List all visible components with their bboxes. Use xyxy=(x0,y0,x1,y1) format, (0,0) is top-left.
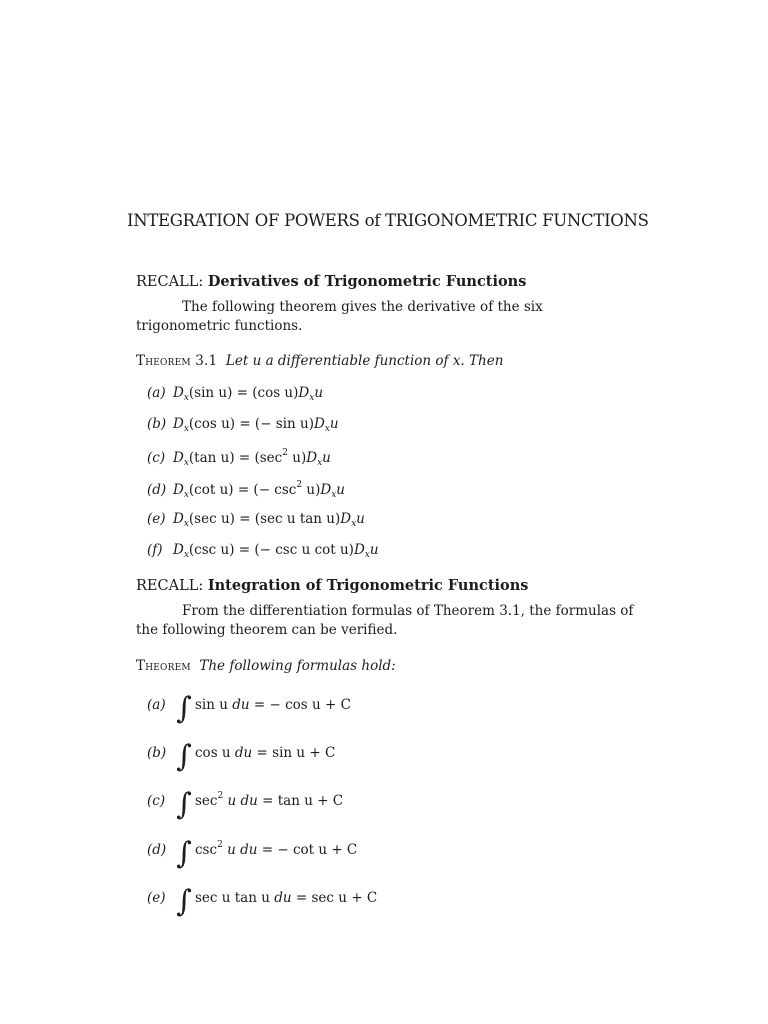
recall-title: Integration of Trigonometric Functions xyxy=(207,577,529,594)
formula-rhs: = sec u + C xyxy=(295,890,378,906)
integral-sign: ∫ xyxy=(176,739,192,774)
formula-label: (e) xyxy=(147,890,166,906)
integral-formula-b: (b) ∫ cos u du = sin u + C xyxy=(147,739,336,774)
derivative-formula-a: (a) $D_x(\sin$ u) = (cos $u)D_xu$ xyxy=(147,385,324,403)
formula-rhs: u xyxy=(314,385,324,401)
integrand-variable: u xyxy=(223,793,237,809)
derivative-formula-c: (c) $D_x(\tan$ $u) = (\sec^2$ $u)D_xu$ xyxy=(147,448,331,468)
formula-label: (a) xyxy=(147,385,166,401)
formula-lhs: (sec u) = (sec u tan u) xyxy=(188,511,341,527)
theorem-text: Let u a differentiable function of x. Then xyxy=(225,353,504,369)
paragraph-text: The following theorem gives the derivative of the six trigonometric functions. xyxy=(136,299,543,334)
recall-heading-integration xyxy=(136,577,528,594)
integrand: sec xyxy=(195,793,218,809)
formula-rhs: u xyxy=(356,511,365,527)
formula-label: (a) xyxy=(147,697,166,713)
formula-label: (f) xyxy=(147,542,163,558)
theorem-label: Theorem 3.1 xyxy=(136,353,218,369)
integrand: csc xyxy=(195,842,218,858)
formula-power: 2 xyxy=(217,791,224,801)
page-title: INTEGRATION OF POWERS of TRIGONOMETRIC FUNCTIONS xyxy=(127,211,649,230)
formula-rhs: u xyxy=(336,482,345,498)
derivative-formula-f: (f) $D_x(\csc$ u) = (− csc u $\cot u)D_xu$ xyxy=(147,542,379,560)
recall-heading-derivatives xyxy=(136,273,526,290)
formula-lhs: (cos u) = (− sin u) xyxy=(188,416,314,432)
formula-label: (c) xyxy=(147,793,166,809)
formula-tail: u) xyxy=(302,482,321,498)
theorem-label: Theorem xyxy=(136,658,191,674)
paragraph-text: From the differentiation formulas of Theorem 3.1, the formulas of the following theorem can be verified. xyxy=(136,603,634,638)
formula-label: (d) xyxy=(147,842,167,858)
integral-formula-a: (a) ∫ sin u du = − cos u + C xyxy=(147,691,351,726)
formula-label: (e) xyxy=(147,511,166,527)
formula-power: 2 xyxy=(217,840,223,850)
formula-rhs: u xyxy=(329,416,339,432)
theorem-text: The following formulas hold: xyxy=(199,658,396,674)
derivatives-intro-paragraph xyxy=(136,298,634,336)
derivative-formula-e: (e) $D_x(\sec$ u) = (sec u $\tan u)D_xu$ xyxy=(147,511,365,529)
integral-formula-e: (e) ∫ sec u tan u du = sec u + C xyxy=(147,884,378,919)
formula-label: (b) xyxy=(147,745,167,761)
formula-lhs: (tan u) = (sec xyxy=(188,450,283,466)
formula-label: (b) xyxy=(147,416,167,432)
integrand: sec u tan u xyxy=(195,890,270,906)
formula-power: 2 xyxy=(282,448,288,458)
derivative-formula-b: (b) $D_x(\cos$ u) = (− $\sin u)D_xu$ xyxy=(147,416,339,434)
formula-rhs: u xyxy=(369,542,379,558)
recall-title: Derivatives of Trigonometric Functions xyxy=(207,273,527,290)
formula-lhs: (sin u) = (cos u) xyxy=(188,385,299,401)
formula-rhs: = − cos u + C xyxy=(253,697,351,713)
theorem-3-1-statement xyxy=(136,353,503,369)
formula-tail: u) xyxy=(287,450,307,466)
integral-sign: ∫ xyxy=(176,691,192,726)
derivative-formula-d: (d) $D_x(\cot$ u) = (− $\csc^2 u)D_xu$ xyxy=(147,480,345,500)
integral-formula-c: (c) ∫ $\sec^2 u$ du = tan u + C xyxy=(147,787,344,822)
formula-rhs: = tan u + C xyxy=(262,793,344,809)
integrand-variable: u xyxy=(222,842,236,858)
formula-label: (c) xyxy=(147,450,166,466)
recall-prefix: RECALL: xyxy=(136,578,204,594)
integral-sign: ∫ xyxy=(176,884,192,919)
recall-prefix: RECALL: xyxy=(136,274,204,290)
formula-power: 2 xyxy=(296,480,303,490)
formula-lhs: (csc u) = (− csc u cot u) xyxy=(188,542,354,558)
formula-rhs: = − cot u + C xyxy=(261,842,358,858)
integral-sign: ∫ xyxy=(176,836,192,871)
theorem-integration-statement xyxy=(136,658,396,674)
integrand: cos u xyxy=(195,745,231,761)
formula-rhs: = sin u + C xyxy=(256,745,336,761)
integral-sign: ∫ xyxy=(176,787,192,822)
integration-intro-paragraph xyxy=(136,602,634,640)
formula-label: (d) xyxy=(147,482,167,498)
integral-formula-d: (d) ∫ $\csc^2 u$ du = − cot u + C xyxy=(147,836,358,871)
formula-lhs: (cot u) = (− csc xyxy=(188,482,297,498)
formula-rhs: u xyxy=(322,450,331,466)
integrand: sin u xyxy=(195,697,228,713)
